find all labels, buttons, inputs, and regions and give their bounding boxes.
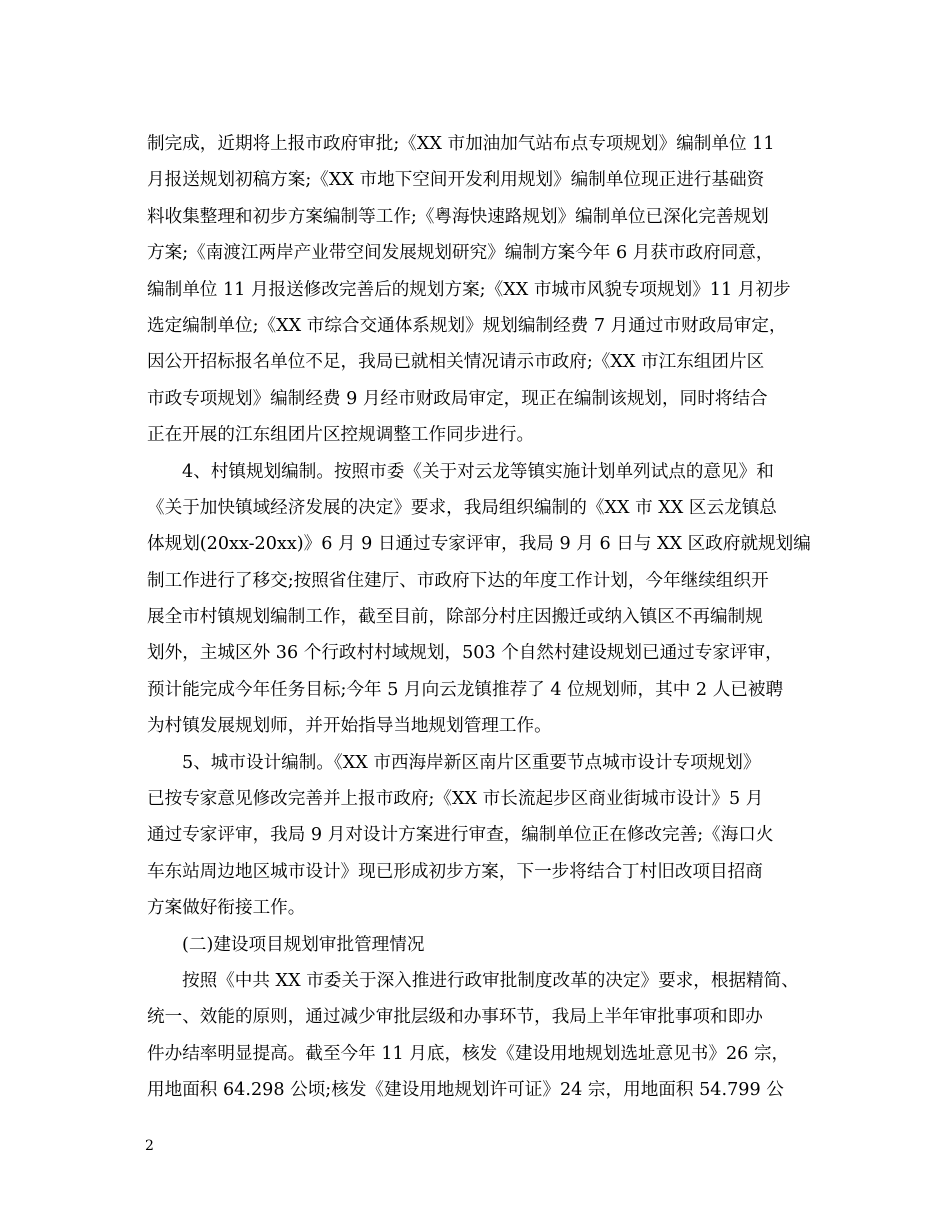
text-line: 方案;《南渡江两岸产业带空间发展规划研究》编制方案今年 6 月获市政府同意， — [147, 243, 774, 264]
text-line: 5、城市设计编制。《XX 市西海岸新区南片区重要节点城市设计专项规划》 — [182, 752, 761, 773]
text-line: 《关于加快镇域经济发展的决定》要求，我局组织编制的《XX 市 XX 区云龙镇总 — [147, 497, 777, 518]
text-line: 通过专家评审，我局 9 月对设计方案进行审查，编制单位正在修改完善;《海口火 — [147, 825, 774, 846]
text-line: 统一、效能的原则，通过减少审批层级和办事环节，我局上半年审批事项和即办 — [147, 1007, 763, 1028]
text-line: 为村镇发展规划师，并开始指导当地规划管理工作。 — [147, 716, 552, 737]
text-line: 件办结率明显提高。截至今年 11 月底，核发《建设用地规划选址意见书》26 宗， — [147, 1043, 790, 1064]
document-body — [147, 126, 811, 1109]
text-line: 制工作进行了移交;按照省住建厅、市政府下达的年度工作计划，今年继续组织开 — [147, 570, 769, 591]
text-line: (二)建设项目规划审批管理情况 — [182, 934, 425, 955]
text-line: 料收集整理和初步方案编制等工作;《粤海快速路规划》编制单位已深化完善规划 — [147, 206, 769, 227]
text-line: 月报送规划初稿方案;《XX 市地下空间开发利用规划》编制单位现正进行基础资 — [147, 170, 765, 191]
text-line: 体规划(20xx-20xx)》6 月 9 日通过专家评审，我局 9 月 6 日与 XX 区政府就规划编 — [147, 534, 811, 555]
text-line: 预计能完成今年任务目标;今年 5 月向云龙镇推荐了 4 位规划师，其中 2 人已被聘 — [147, 679, 784, 700]
text-line: 车东站周边地区城市设计》现已形成初步方案，下一步将结合丁村旧改项目招商 — [147, 861, 763, 882]
text-line: 市政专项规划》编制经费 9 月经市财政局审定，现正在编制该规划，同时将结合 — [147, 388, 768, 409]
text-line: 选定编制单位;《XX 市综合交通体系规划》规划编制经费 7 月通过市财政局审定， — [147, 315, 787, 336]
text-line: 按照《中共 XX 市委关于深入推进行政审批制度改革的决定》要求，根据精简、 — [182, 970, 799, 991]
text-line: 用地面积 64.298 公顷;核发《建设用地规划许可证》24 宗，用地面积 54.799 公 — [147, 1080, 784, 1101]
text-line: 制完成，近期将上报市政府审批;《XX 市加油加气站布点专项规划》编制单位 11 — [147, 134, 775, 154]
text-line: 正在开展的江东组团片区控规调整工作同步进行。 — [147, 425, 535, 446]
text-line: 展全市村镇规划编制工作，截至目前，除部分村庄因搬迁或纳入镇区不再编制规 — [147, 607, 763, 628]
page-number: 2 — [145, 1138, 154, 1154]
text-line: 4、村镇规划编制。按照市委《关于对云龙等镇实施计划单列试点的意见》和 — [182, 461, 774, 482]
text-line: 编制单位 11 月报送修改完善后的规划方案;《XX 市城市风貌专项规划》11 月初步 — [147, 279, 791, 300]
text-line: 因公开招标报名单位不足，我局已就相关情况请示市政府;《XX 市江东组团片区 — [147, 352, 765, 373]
text-line: 已按专家意见修改完善并上报市政府;《XX 市长流起步区商业街城市设计》5 月 — [147, 789, 764, 810]
text-line: 划外，主城区外 36 个行政村村域规划，503 个自然村建设规划已通过专家评审， — [147, 643, 783, 664]
text-line: 方案做好衔接工作。 — [147, 898, 306, 919]
